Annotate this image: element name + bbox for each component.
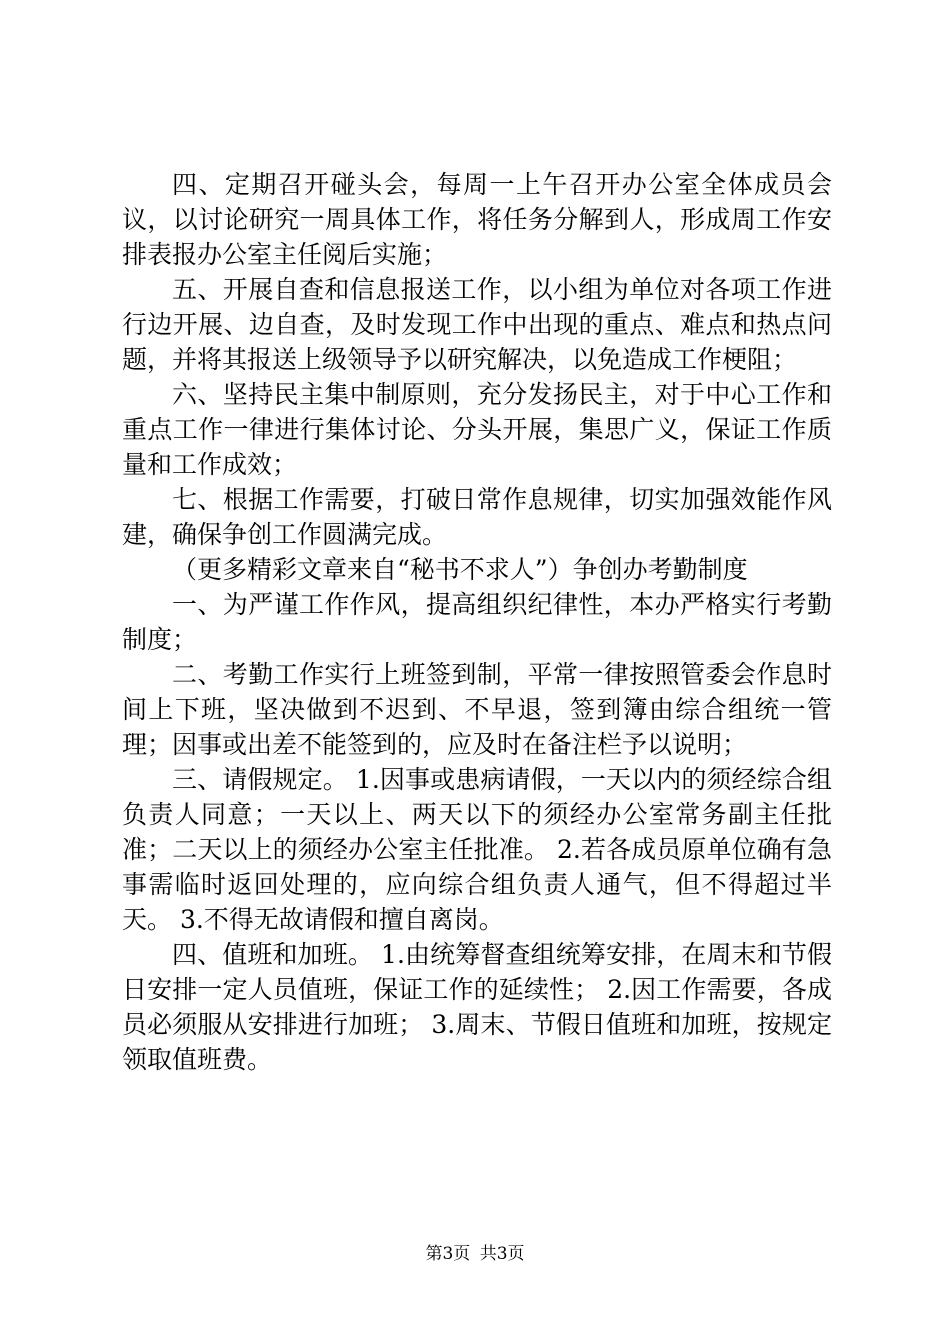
paragraph-democratic-centralism: 六、坚持民主集中制原则，充分发扬民主，对于中心工作和重点工作一律进行集体讨论、分头开展，集思广义，保证工作质量和工作成效；: [122, 380, 832, 479]
paragraph-leave-rules: 三、请假规定。 1.因事或患病请假，一天以内的须经综合组负责人同意；一天以上、两天以下的须经办公室常务副主任批准；二天以上的须经办公室主任批准。 2.若各成员原单位确有急事需临时返回处理的，应向综合组负责人通气，但不得超过半天。 3.不得无故请假和擅自离岗。: [122, 765, 832, 934]
paragraph-duty-overtime: 四、值班和加班。 1.由统筹督查组统筹安排，在周末和节假日安排一定人员值班，保证工作的延续性； 2.因工作需要，各成员必须服从安排进行加班； 3.周末、节假日值班和加班，按规定领取值班费。: [122, 940, 832, 1074]
paragraph-work-needs: 七、根据工作需要，打破日常作息规律，切实加强效能作风建，确保争创工作圆满完成。: [122, 485, 832, 549]
paragraph-attendance-rule-2: 二、考勤工作实行上班签到制，平常一律按照管委会作息时间上下班，坚决做到不迟到、不早退，签到簿由综合组统一管理；因事或出差不能签到的，应及时在备注栏予以说明；: [122, 660, 832, 759]
page-footer: [0, 1243, 950, 1265]
paragraph-regular-meeting: 四、定期召开碰头会，每周一上午召开办公室全体成员会议，以讨论研究一周具体工作，将任务分解到人，形成周工作安排表报办公室主任阅后实施；: [122, 170, 832, 269]
page-number: 第3页: [425, 1244, 471, 1264]
page-total: 共3页: [479, 1244, 525, 1264]
paragraph-attendance-rule-1: 一、为严谨工作作风，提高组织纪律性，本办严格实行考勤制度；: [122, 590, 832, 654]
paragraph-attendance-heading: （更多精彩文章来自“秘书不求人”）争创办考勤制度: [172, 555, 748, 584]
document-body: [122, 167, 832, 1077]
paragraph-self-inspection: 五、开展自查和信息报送工作，以小组为单位对各项工作进行边开展、边自查，及时发现工作中出现的重点、难点和热点问题，并将其报送上级领导予以研究解决，以免造成工作梗阻；: [122, 275, 832, 374]
